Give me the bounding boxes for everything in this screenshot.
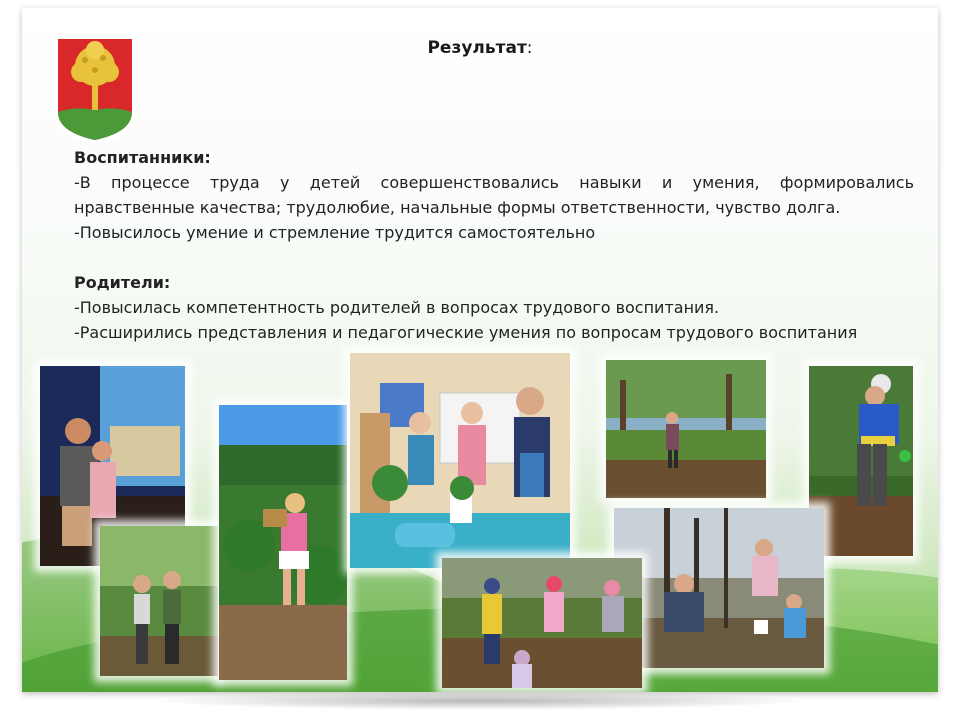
photo-adults-yard — [614, 508, 824, 668]
photo-girl-garden — [219, 405, 347, 680]
photo-boy-garden-bed — [809, 366, 913, 556]
photo-kids-park — [100, 526, 218, 676]
pupils-line: нравственные качества; трудолюбие, начальные формы ответственности, чувство долга. — [74, 198, 841, 217]
pupils-heading: Воспитанники: — [74, 148, 211, 167]
pupils-line: -Повысилось умение и стремление трудится самостоятельно — [74, 223, 596, 242]
photo-classroom-plants — [350, 353, 570, 568]
page-title: Результат: — [427, 38, 533, 58]
parents-line: -Расширились представления и педагогические умения по вопросам трудового воспитания — [74, 323, 858, 342]
slide — [22, 8, 938, 692]
parents-block — [74, 270, 914, 345]
photo-yard-garden — [606, 360, 766, 498]
pupils-block — [74, 145, 914, 245]
photo-kids-working — [442, 558, 642, 688]
parents-line: -Повысилась компетентность родителей в вопросах трудового воспитания. — [74, 298, 720, 317]
slide-shadow — [150, 692, 810, 710]
parents-heading: Родители: — [74, 273, 171, 292]
pupils-line: -В процессе труда у детей совершенствовались навыки и умения, формировались — [74, 173, 914, 192]
